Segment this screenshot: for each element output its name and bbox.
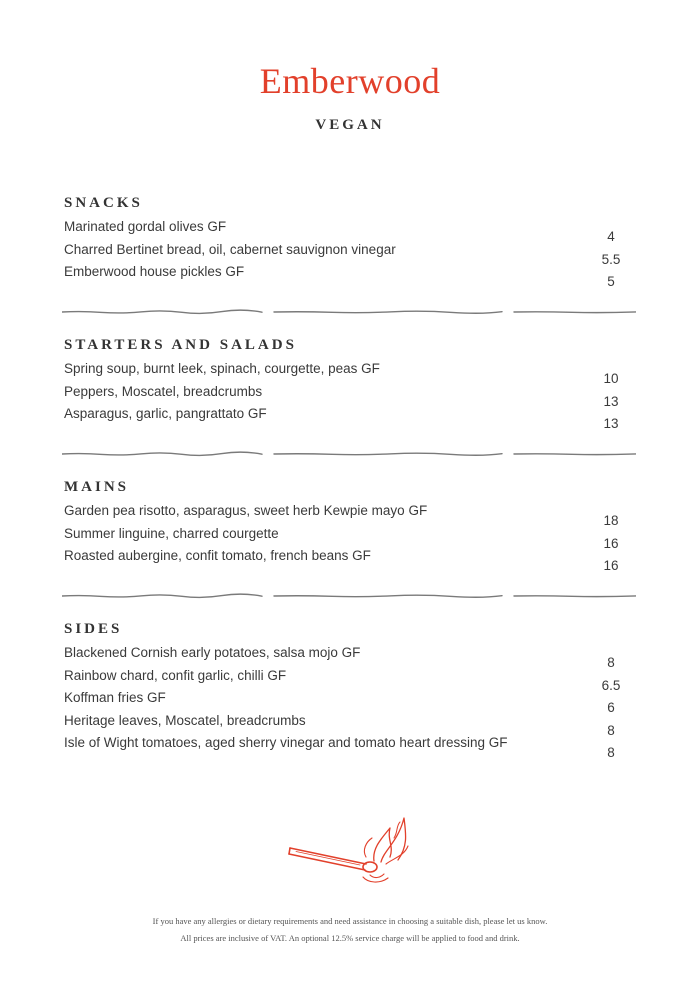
item-name: Blackened Cornish early potatoes, salsa mojo GF	[64, 645, 361, 660]
item-name: Asparagus, garlic, pangrattato GF	[64, 406, 267, 421]
item-name: Marinated gordal olives GF	[64, 219, 227, 234]
item-price: 8	[607, 655, 615, 670]
item-price: 4	[607, 229, 615, 244]
section-mains	[64, 479, 634, 573]
section-starters-and-salads	[64, 337, 634, 431]
menu-item	[64, 711, 634, 738]
item-name: Peppers, Moscatel, breadcrumbs	[64, 383, 263, 399]
item-price: 16	[603, 535, 619, 551]
item-price: 16	[603, 558, 619, 573]
menu-item	[64, 666, 634, 693]
item-name: Charred Bertinet bread, oil, cabernet sauvignon vinegar	[64, 241, 396, 257]
allergy-notice: If you have any allergies or dietary requirements and need assistance in choosing a suitable dish, please let us know.	[152, 916, 548, 926]
item-price: 13	[603, 393, 619, 409]
menu-item	[64, 240, 634, 267]
item-name: Summer linguine, charred courgette	[64, 525, 279, 541]
vat-notice: All prices are inclusive of VAT. An optional 12.5% service charge will be applied to food and drink.	[180, 933, 520, 943]
section-divider	[62, 451, 636, 457]
item-name: Isle of Wight tomatoes, aged sherry vinegar and tomato heart dressing GF	[64, 735, 508, 750]
section-divider	[62, 309, 636, 315]
burning-match-icon	[286, 812, 416, 892]
restaurant-name: Emberwood	[259, 61, 441, 101]
item-price: 5	[607, 274, 615, 289]
menu-item	[64, 524, 634, 551]
section-sides	[64, 621, 634, 760]
menu-item	[64, 382, 634, 409]
section-title: MAINS	[64, 479, 130, 495]
menu-item	[64, 546, 634, 573]
menu-item	[64, 359, 634, 386]
section-title: SIDES	[64, 621, 123, 637]
item-name: Spring soup, burnt leek, spinach, courgette, peas GF	[64, 361, 380, 376]
section-title: SNACKS	[64, 195, 143, 211]
menu-item	[64, 217, 634, 244]
item-price: 5.5	[601, 251, 621, 267]
menu-item	[64, 643, 634, 670]
item-name: Heritage leaves, Moscatel, breadcrumbs	[64, 712, 306, 728]
menu-item	[64, 404, 634, 431]
section-snacks	[64, 195, 634, 289]
menu-item	[64, 688, 634, 715]
item-name: Roasted aubergine, confit tomato, french beans GF	[64, 548, 371, 563]
item-price: 18	[603, 513, 619, 528]
item-name: Emberwood house pickles GF	[64, 264, 245, 279]
item-price: 8	[607, 722, 615, 738]
item-price: 6.5	[601, 677, 621, 693]
item-price: 10	[603, 371, 619, 386]
item-name: Koffman fries GF	[64, 690, 166, 705]
item-price: 8	[607, 745, 615, 760]
item-name: Garden pea risotto, asparagus, sweet herb Kewpie mayo GF	[64, 503, 428, 518]
section-title: STARTERS AND SALADS	[64, 337, 297, 353]
menu-subtitle: VEGAN	[315, 117, 385, 133]
menu-item	[64, 733, 634, 760]
item-price: 13	[603, 416, 619, 431]
menu-item	[64, 262, 634, 289]
section-divider	[62, 593, 636, 599]
item-price: 6	[607, 700, 615, 715]
menu-item	[64, 501, 634, 528]
item-name: Rainbow chard, confit garlic, chilli GF	[64, 667, 287, 683]
